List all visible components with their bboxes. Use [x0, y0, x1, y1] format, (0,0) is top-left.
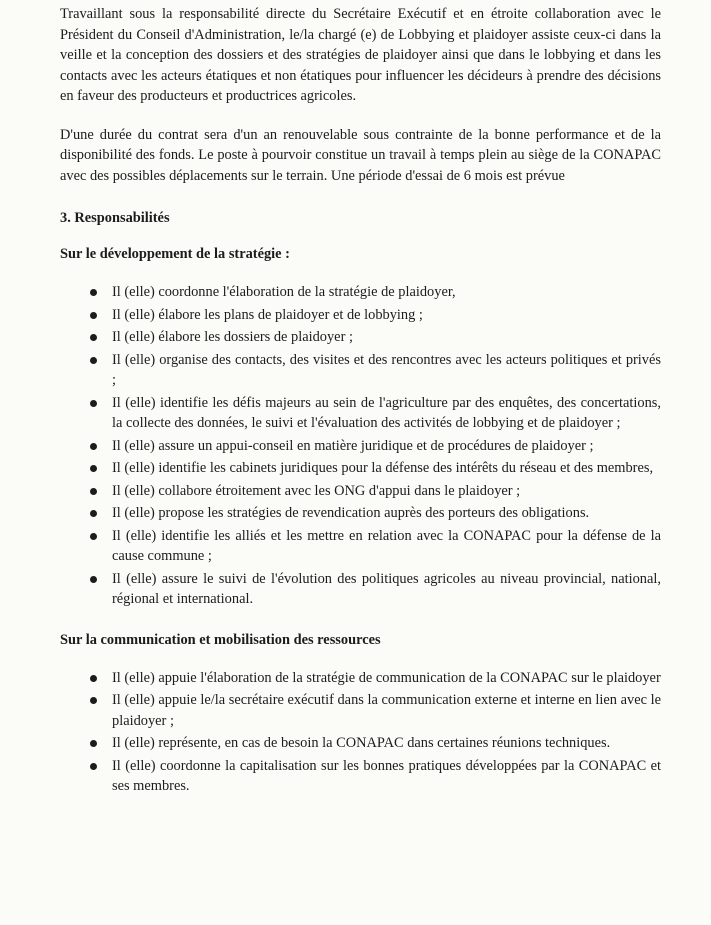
list-item: Il (elle) identifie les défis majeurs au sein de l'agriculture par des enquêtes, des concertations, la collecte des données, le suivi et l'évaluation des activités de lobbying et de plaidoyer ;	[90, 393, 661, 434]
bullet-icon	[90, 697, 97, 704]
bullet-icon	[90, 533, 97, 540]
bullet-icon	[90, 763, 97, 770]
list-item: Il (elle) assure un appui-conseil en matière juridique et de procédures de plaidoyer ;	[90, 436, 661, 457]
list-item: Il (elle) appuie le/la secrétaire exécutif dans la communication externe et interne en lien avec le plaidoyer ;	[90, 690, 661, 731]
bullet-icon	[90, 289, 97, 296]
bullet-icon	[90, 357, 97, 364]
list-item: Il (elle) élabore les plans de plaidoyer et de lobbying ;	[90, 305, 661, 326]
bullet-icon	[90, 510, 97, 517]
bullet-icon	[90, 400, 97, 407]
communication-list	[60, 668, 661, 797]
subheading-strategie: Sur le développement de la stratégie :	[60, 246, 290, 262]
list-item: Il (elle) coordonne l'élaboration de la stratégie de plaidoyer,	[90, 282, 661, 303]
bullet-icon	[90, 740, 97, 747]
list-item: Il (elle) propose les stratégies de revendication auprès des porteurs des obligations.	[90, 503, 661, 524]
list-item: Il (elle) identifie les alliés et les mettre en relation avec la CONAPAC pour la défense de la cause commune ;	[90, 526, 661, 567]
list-item: Il (elle) appuie l'élaboration de la stratégie de communication de la CONAPAC sur le plaidoyer	[90, 668, 661, 689]
list-item: Il (elle) coordonne la capitalisation sur les bonnes pratiques développées par la CONAPAC et ses membres.	[90, 756, 661, 797]
list-item: Il (elle) élabore les dossiers de plaidoyer ;	[90, 327, 661, 348]
strategy-list	[60, 282, 661, 610]
section-heading-responsabilites: 3. Responsabilités	[60, 210, 170, 226]
bullet-icon	[90, 443, 97, 450]
bullet-icon	[90, 465, 97, 472]
subheading-communication: Sur la communication et mobilisation des ressources	[60, 631, 381, 648]
bullet-icon	[90, 312, 97, 319]
bullet-icon	[90, 488, 97, 495]
list-item: Il (elle) assure le suivi de l'évolution des politiques agricoles au niveau provincial, national, régional et international.	[90, 569, 661, 610]
list-item: Il (elle) identifie les cabinets juridiques pour la défense des intérêts du réseau et des membres,	[90, 458, 661, 479]
bullet-icon	[90, 576, 97, 583]
bullet-icon	[90, 675, 97, 682]
list-item: Il (elle) organise des contacts, des visites et des rencontres avec les acteurs politiques et privés ;	[90, 350, 661, 391]
intro-paragraph-1: Travaillant sous la responsabilité directe du Secrétaire Exécutif et en étroite collaboration avec le Président du Conseil d'Administration, le/la chargé (e) de Lobbying et plaidoyer assiste ceux-ci dans la veille et la conception des dossiers et des stratégies de plaidoyer ainsi que dans le lobbying et dans les contacts avec les acteurs étatiques et non étatiques pour influencer les décideurs à prendre des décisions en faveur des producteurs et productrices agricoles.	[60, 6, 661, 104]
bullet-icon	[90, 334, 97, 341]
list-item: Il (elle) représente, en cas de besoin la CONAPAC dans certaines réunions techniques.	[90, 733, 661, 754]
intro-paragraph-2: D'une durée du contrat sera d'un an renouvelable sous contrainte de la bonne performance et de la disponibilité des fonds. Le poste à pourvoir constitue un travail à temps plein au siège de la CONAPAC avec des possibles déplacements sur le terrain. Une période d'essai de 6 mois est prévue	[60, 126, 661, 184]
list-item: Il (elle) collabore étroitement avec les ONG d'appui dans le plaidoyer ;	[90, 481, 661, 502]
